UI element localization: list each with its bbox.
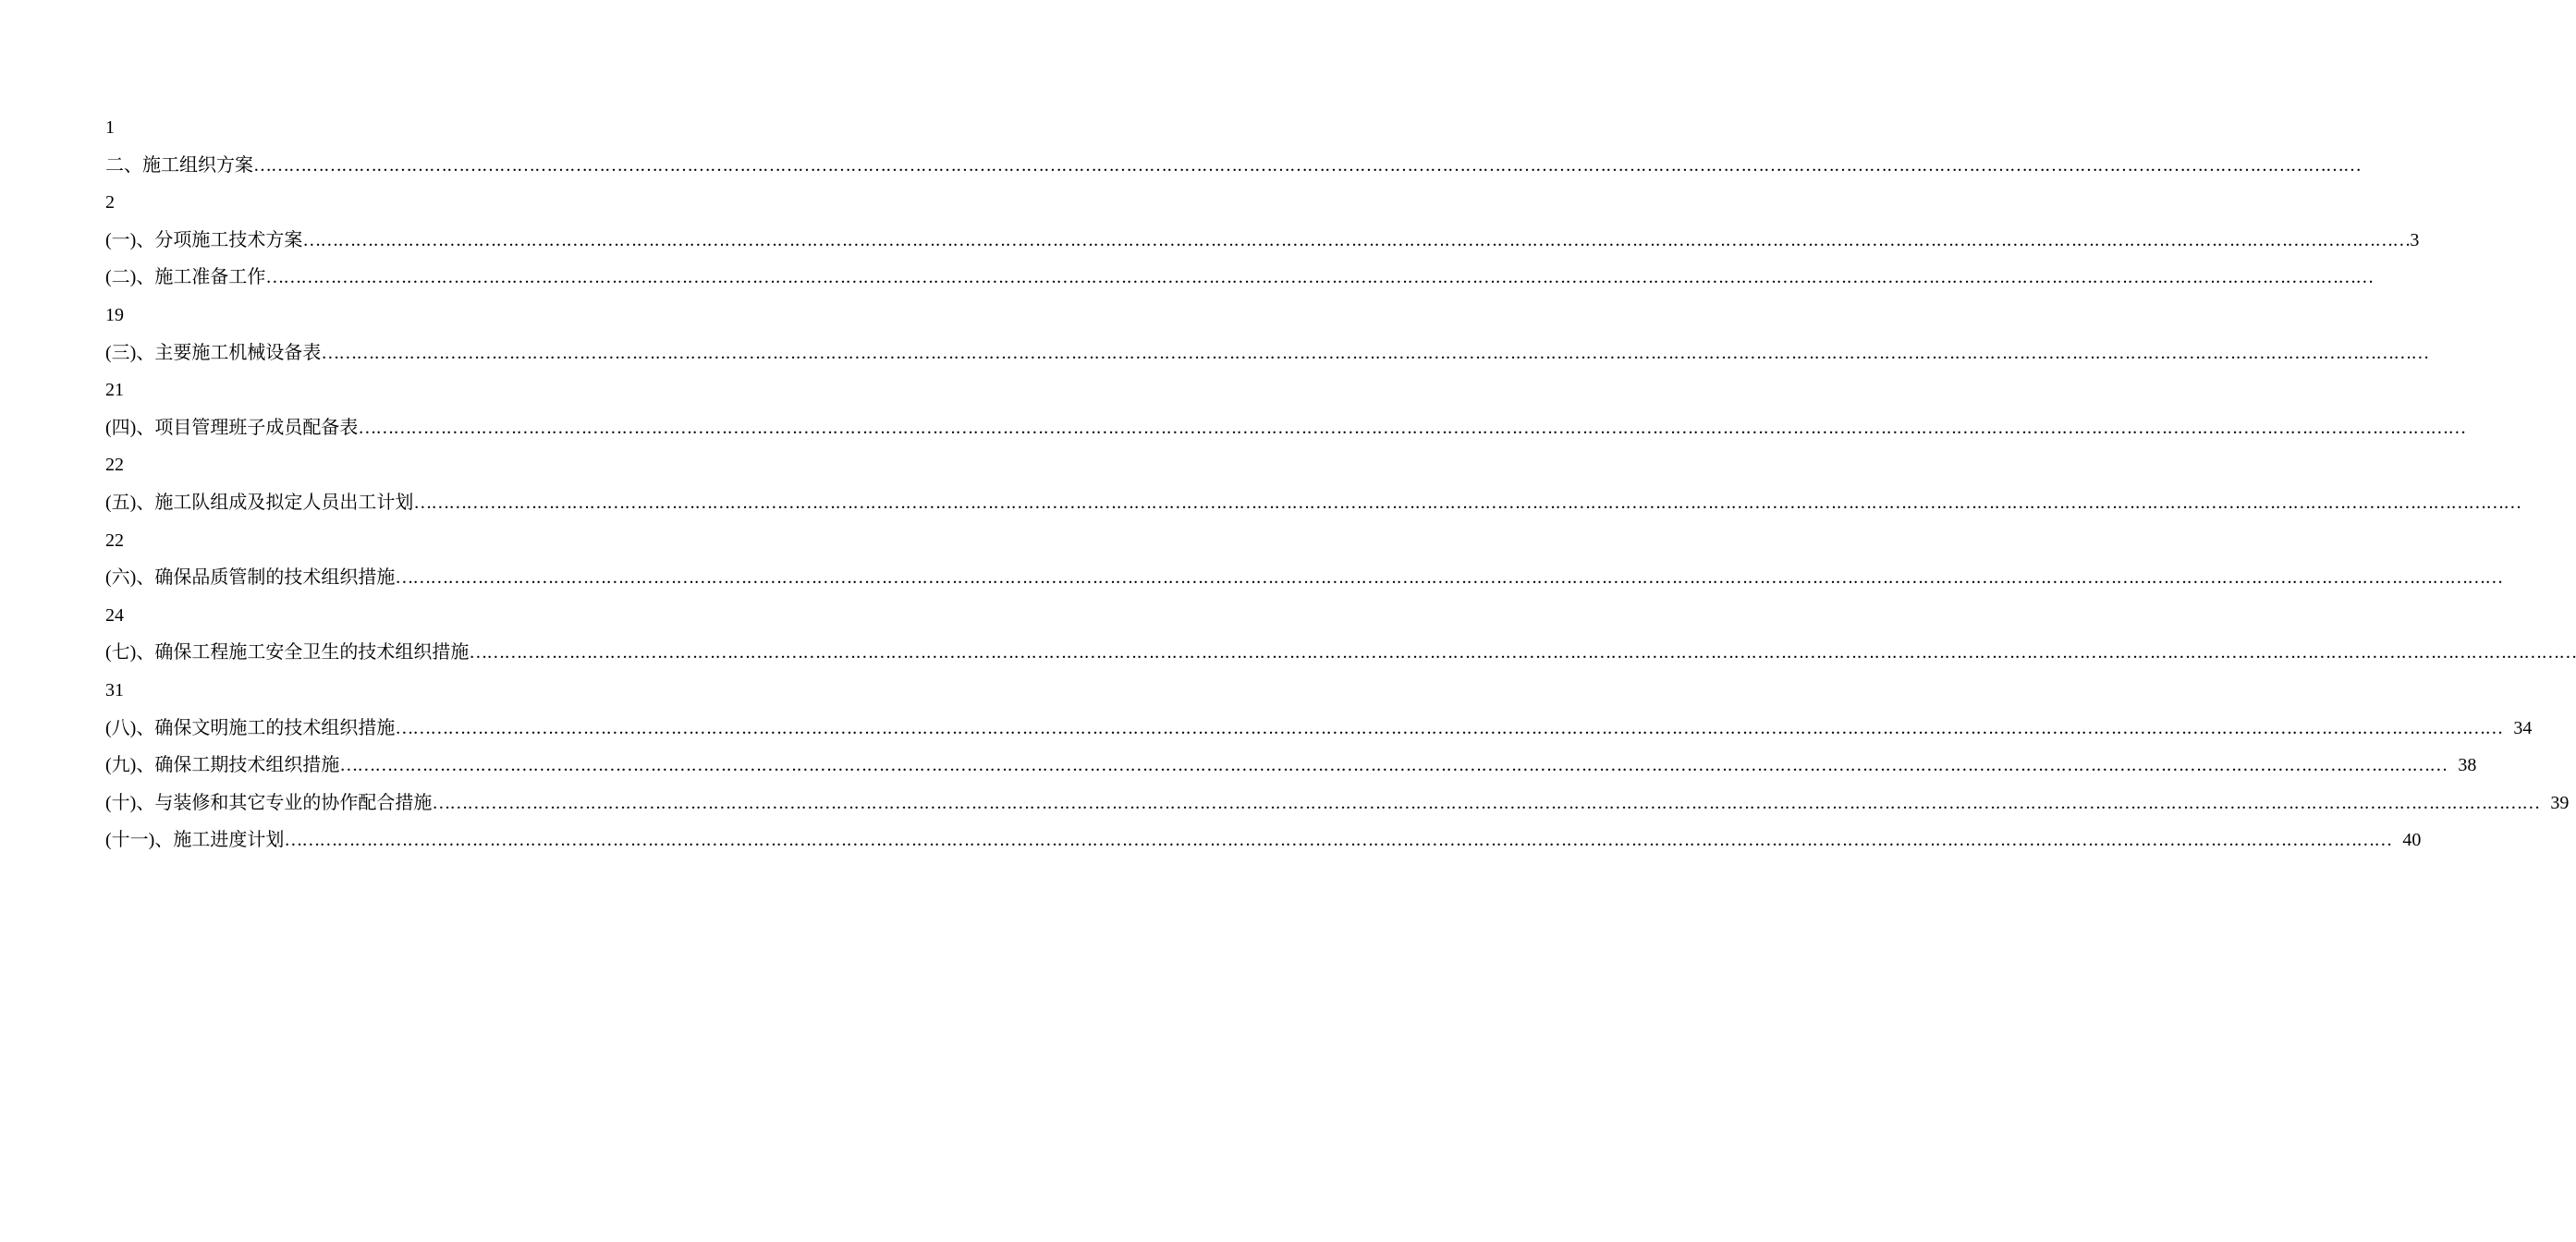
toc-entry-page: 31	[105, 679, 124, 700]
toc-entry-title: (三)、主要施工机械设备表	[105, 342, 322, 363]
toc-entry-title: (九)、确保工期技术组织措施	[105, 755, 340, 776]
toc-entry-title: (六)、确保品质管制的技术组织措施	[105, 567, 396, 589]
toc-entry-page: 39	[2550, 792, 2570, 813]
toc-entries	[105, 147, 2576, 859]
toc-leader-dots: ………………………………………………………………………………………………………………………………………………………………………………………………………………………………………………………………………………………………………………………………	[469, 642, 2576, 664]
toc-leader-dots: ………………………………………………………………………………………………………………………………………………………………………………………………………………………………………………………………………………………………………………………………	[432, 792, 2540, 813]
toc-leader-dots: ………………………………………………………………………………………………………………………………………………………………………………………………………………………………………………………………………………………………………………………………	[253, 154, 2361, 176]
toc-entry[interactable]	[105, 710, 2533, 748]
toc-entry[interactable]	[105, 259, 2374, 297]
toc-entry-page: 2	[105, 192, 115, 213]
toc-entry-page-line	[105, 672, 771, 710]
toc-entry-page-line	[105, 371, 771, 409]
toc-entry-page: 40	[2402, 830, 2422, 851]
toc-entry-title: (二)、施工准备工作	[105, 267, 266, 288]
toc-leader-dots: ………………………………………………………………………………………………………………………………………………………………………………………………………………………………………………………………………………………………………………………………	[413, 492, 2521, 513]
toc-page-number-line	[105, 109, 771, 147]
toc-entry-page: 21	[105, 380, 124, 401]
toc-leader-dots: ………………………………………………………………………………………………………………………………………………………………………………………………………………………………………………………………………………………………………………………………	[395, 567, 2503, 589]
toc-entry[interactable]	[105, 747, 2477, 785]
toc-entry[interactable]	[105, 559, 2503, 597]
toc-entry-page-line	[105, 522, 771, 560]
table-of-contents	[105, 109, 2576, 859]
toc-entry-page: 22	[105, 455, 124, 476]
toc-entry-title: (十一)、施工进度计划	[105, 830, 285, 851]
toc-entry[interactable]	[105, 409, 2466, 447]
toc-entry[interactable]	[105, 335, 2429, 372]
toc-entry[interactable]	[105, 785, 2570, 822]
toc-page-number: 1	[105, 117, 115, 138]
toc-entry-title: (七)、确保工程施工安全卫生的技术组织措施	[105, 642, 470, 664]
toc-entry-title: (十)、与装修和其它专业的协作配合措施	[105, 792, 433, 813]
toc-entry[interactable]	[105, 147, 2361, 185]
toc-entry-page-line	[105, 597, 771, 635]
toc-entry[interactable]	[105, 222, 2420, 260]
toc-entry-title: (五)、施工队组成及拟定人员出工计划	[105, 492, 414, 513]
toc-entry[interactable]	[105, 822, 2422, 859]
toc-leader-dots: ………………………………………………………………………………………………………………………………………………………………………………………………………………………………………………………………………………………………………………………………	[358, 417, 2466, 438]
toc-entry-page-line	[105, 446, 771, 484]
toc-entry[interactable]	[105, 484, 2521, 522]
toc-entry-title: (一)、分项施工技术方案	[105, 229, 303, 250]
toc-leader-dots: ………………………………………………………………………………………………………………………………………………………………………………………………………………………………………………………………………………………………………………………………	[265, 267, 2374, 288]
toc-entry-page-line	[105, 297, 771, 335]
toc-entry-page-line	[105, 184, 771, 222]
toc-entry-title: 二、施工组织方案	[105, 154, 253, 176]
toc-entry-page: 24	[105, 604, 124, 626]
toc-leader-dots: ………………………………………………………………………………………………………………………………………………………………………………………………………………………………………………………………………………………………………………………………	[339, 755, 2448, 776]
toc-entry-page: 19	[105, 304, 124, 325]
toc-entry-page: 38	[2458, 755, 2477, 776]
toc-entry-page: 34	[2513, 717, 2533, 738]
toc-leader-dots: ………………………………………………………………………………………………………………………………………………………………………………………………………………………………………………………………………………………………………………………………	[321, 342, 2429, 363]
toc-leader-dots: ………………………………………………………………………………………………………………………………………………………………………………………………………………………………………………………………………………………………………………………………	[284, 830, 2392, 851]
toc-entry-page: 3	[2410, 229, 2420, 250]
toc-leader-dots: ………………………………………………………………………………………………………………………………………………………………………………………………………………………………………………………………………………………………………………………………	[302, 229, 2411, 250]
toc-leader-dots: ………………………………………………………………………………………………………………………………………………………………………………………………………………………………………………………………………………………………………………………………	[395, 717, 2503, 738]
toc-entry-title: (八)、确保文明施工的技术组织措施	[105, 717, 396, 738]
toc-entry[interactable]	[105, 634, 2576, 672]
toc-entry-page: 22	[105, 530, 124, 551]
toc-entry-title: (四)、项目管理班子成员配备表	[105, 417, 359, 438]
